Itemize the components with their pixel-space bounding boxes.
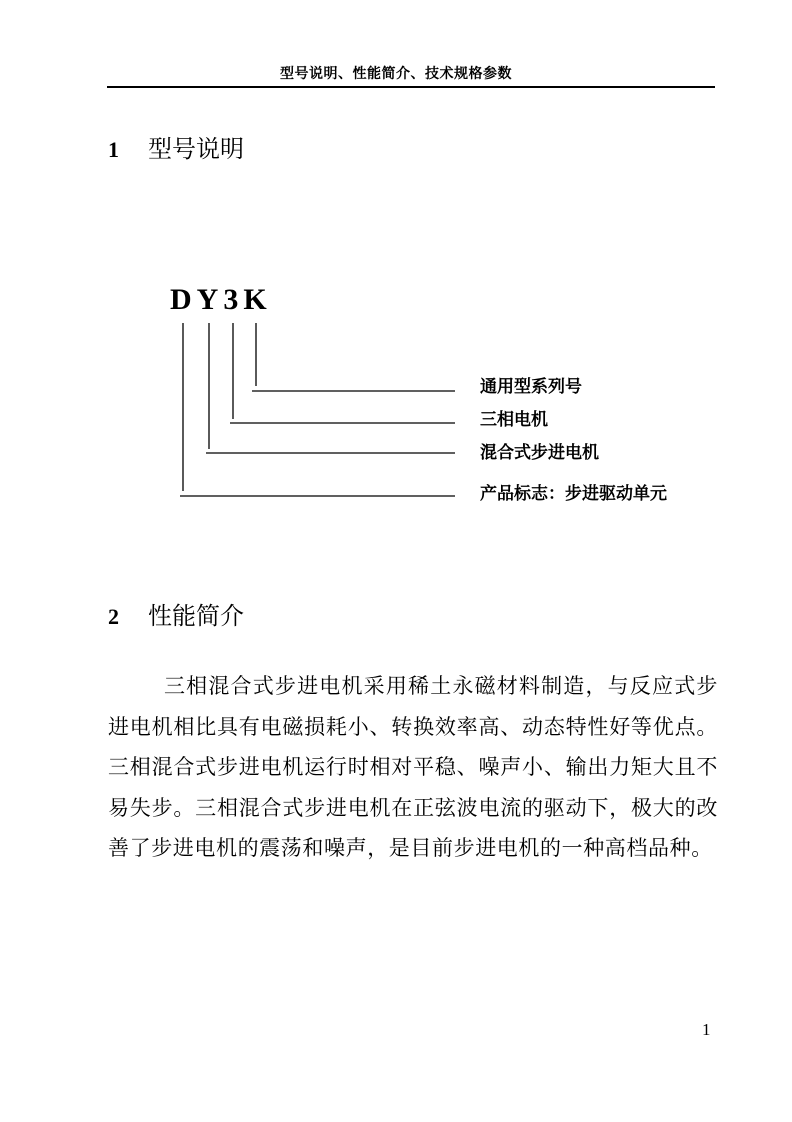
legend-label-three-phase: 三相电机 (480, 410, 548, 430)
page-number: 1 (702, 1020, 711, 1039)
section-1-number: 1 (108, 137, 119, 162)
section-2-title: 性能简介 (148, 602, 244, 630)
section-1-title: 型号说明 (148, 135, 244, 163)
performance-paragraph: 三相混合式步进电机采用稀土永磁材料制造，与反应式步进电机相比具有电磁损耗小、转换效率高、动态特性好等优点。三相混合式步进电机运行时相对平稳、噪声小、输出力矩大且不易失步。三相混合式步进电机在正弦波电流的驱动下，极大的改善了步进电机的震荡和噪声，是目前步进电机的一种高档品种。 (108, 674, 718, 861)
model-code: DY3K (170, 283, 272, 316)
legend-label-hybrid-stepper: 混合式步进电机 (480, 443, 599, 463)
legend-label-series: 通用型系列号 (480, 377, 582, 397)
section-2-number: 2 (108, 604, 119, 629)
legend-label-product-mark: 产品标志：步进驱动单元 (480, 484, 667, 504)
section-2-heading (108, 602, 244, 631)
page-header-title: 型号说明、性能简介、技术规格参数 (280, 66, 512, 82)
